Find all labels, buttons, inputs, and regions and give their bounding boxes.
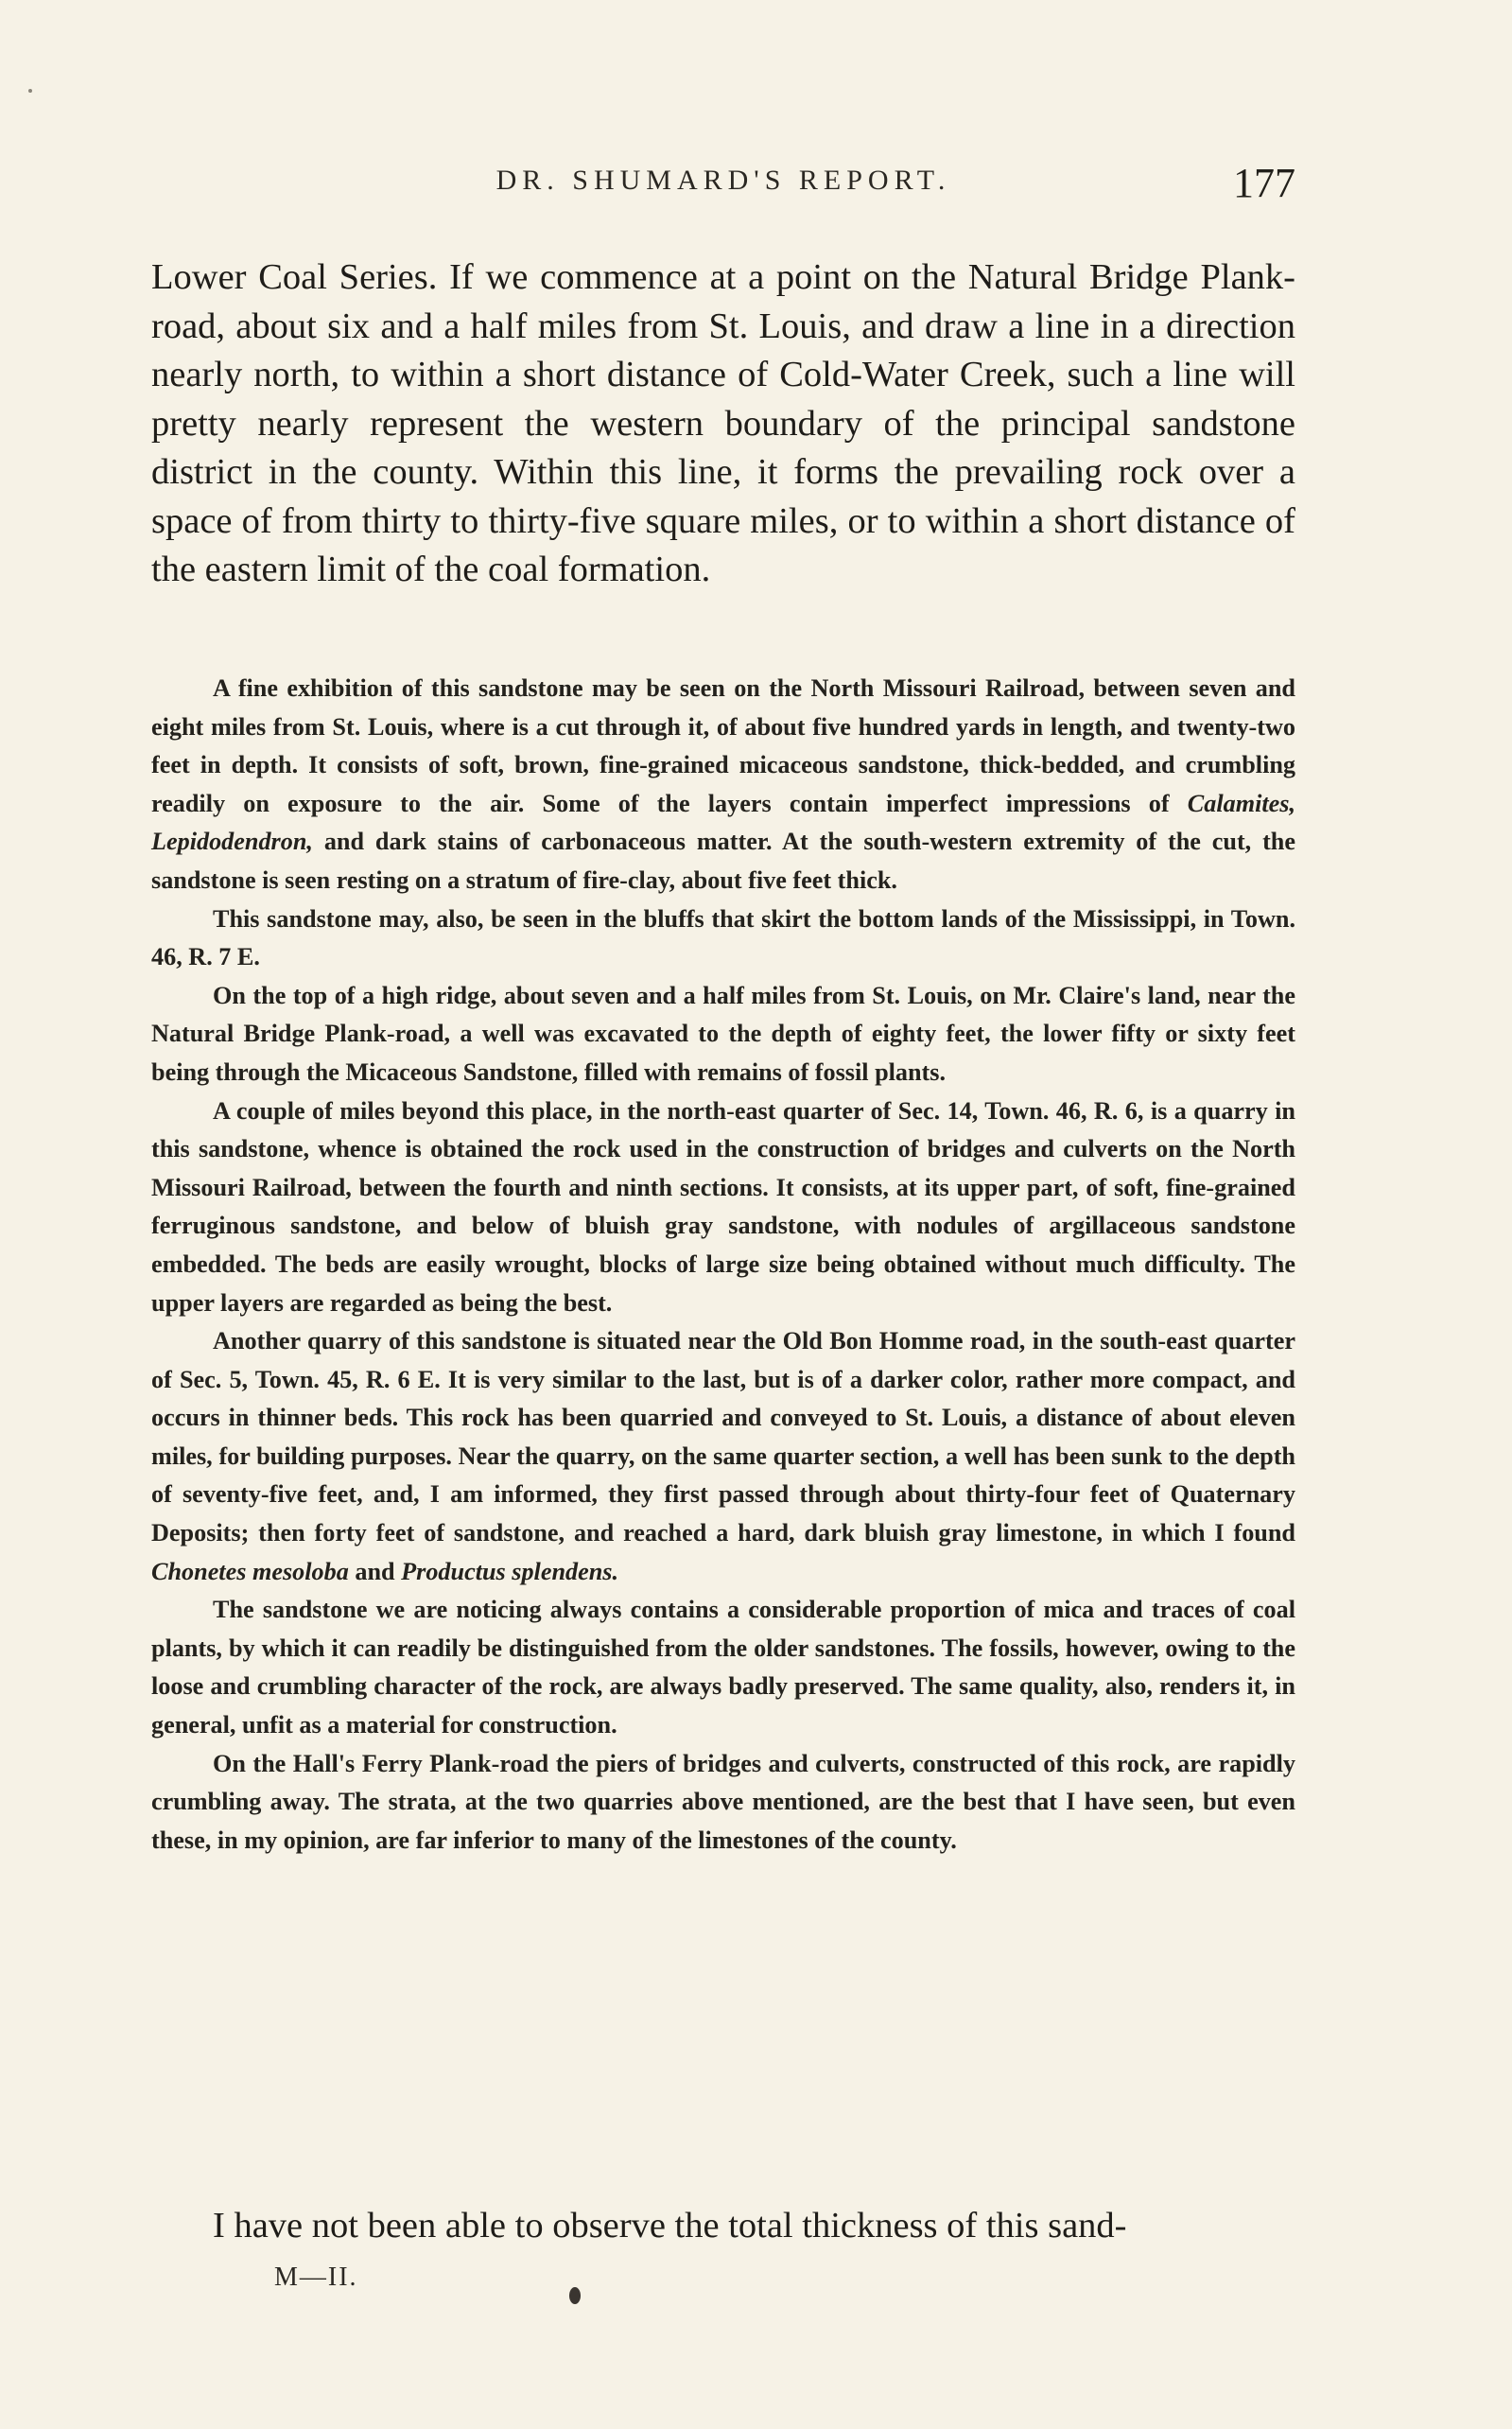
paragraph-north-missouri-cut — [151, 670, 1295, 900]
continuation-line: I have not been able to observe the total thickness of this sand- — [213, 2206, 1127, 2246]
species-name: Chonetes mesoloba — [151, 1557, 349, 1585]
running-title: DR. SHUMARD'S REPORT. — [495, 165, 951, 196]
paragraph-halls-ferry: On the Hall's Ferry Plank-road the piers of bridges and culverts, constructed of this rock, are rapidly crumbling away. The strata, at the two quarries above mentioned, are the best that I have seen, but even these, in my opinion, are far inferior to many of the limestones of the county. — [151, 1749, 1295, 1854]
paragraph-claire-well: On the top of a high ridge, about seven and a half miles from St. Louis, on Mr. Claire's land, near the Natural Bridge Plank-road, a well was excavated to the depth of eighty feet, the lower fifty or sixty feet being through the Micaceous Sandstone, filled with remains of fossil plants. — [151, 981, 1295, 1086]
paragraph-text: and dark stains of carbonaceous matter. At the south-western extremity of the cut, the sandstone is seen resting on a stratum of fire-clay, about five feet thick. — [151, 828, 1295, 894]
page-header — [151, 159, 1295, 216]
paragraph-text: A fine exhibition of this sandstone may be seen on the North Missouri Railroad, between seven and eight miles from St. Louis, where is a cut through it, of about five hundred yards in length, and twenty-two feet in depth. It consists of soft, brown, fine-grained micaceous sandstone, thick-bedded, and crumbling readily on exposure to the air. Some of the layers contain imperfect impressions of — [151, 674, 1295, 817]
ink-blot — [569, 2287, 581, 2304]
genus-name: Calamites, — [1187, 789, 1295, 817]
small-print-section — [151, 670, 1295, 1860]
species-name: Productus splendens. — [401, 1557, 619, 1585]
page-number: 177 — [1233, 160, 1295, 206]
paper-speck — [28, 89, 32, 93]
paragraph-bon-homme-quarry — [151, 1322, 1295, 1591]
paragraph-mica-traces: The sandstone we are noticing always contains a considerable proportion of mica and traces of coal plants, by which it can readily be distinguished from the older sandstones. The fossils, however, owing to the loose and crumbling character of the rock, are always badly preserved. The same quality, also, renders it, in general, unfit as a material for construction. — [151, 1596, 1295, 1739]
lead-paragraph: Lower Coal Series. If we commence at a point on the Natural Bridge Plank-road, about six and a half miles from St. Louis, and draw a line in a direction nearly north, to within a short distance of Cold-Water Creek, such a line will pretty nearly represent the western boundary of the principal sandstone district in the county. Within this line, it forms the prevailing rock over a space of from thirty to thirty-five square miles, or to within a short distance of the eastern limit of the coal formation. — [151, 257, 1295, 589]
paragraph-text: Another quarry of this sandstone is situated near the Old Bon Homme road, in the south-east quarter of Sec. 5, Town. 45, R. 6 E. It is very similar to the last, but is of a darker color, rather more compact, and occurs in thinner beds. This rock has been quarried and conveyed to St. Louis, a distance of about eleven miles, for building purposes. Near the quarry, on the same quarter section, a well has been sunk to the depth of seventy-five feet, and, I am informed, they first passed through about thirty-four feet of Quaternary Deposits; then forty feet of sandstone, and reached a hard, dark bluish gray limestone, in which I found — [151, 1327, 1295, 1547]
paragraph-mississippi-bluffs: This sandstone may, also, be seen in the bluffs that skirt the bottom lands of the Mississippi, in Town. 46, R. 7 E. — [151, 904, 1295, 971]
paragraph-quarry-sec-14: A couple of miles beyond this place, in the north-east quarter of Sec. 14, Town. 46, R. 6, is a quarry in this sandstone, whence is obtained the rock used in the construction of bridges and culverts on the North Missouri Railroad, between the fourth and ninth sections. It consists, at its upper part, of soft, fine-grained ferruginous sandstone, and below of bluish gray sandstone, with nodules of argillaceous sandstone embedded. The beds are easily wrought, blocks of large size being obtained without much difficulty. The upper layers are regarded as being the best. — [151, 1096, 1295, 1317]
signature-mark: M—II. — [274, 2263, 358, 2292]
conjunction: and — [355, 1557, 395, 1585]
genus-name: Lepidodendron, — [151, 828, 313, 856]
